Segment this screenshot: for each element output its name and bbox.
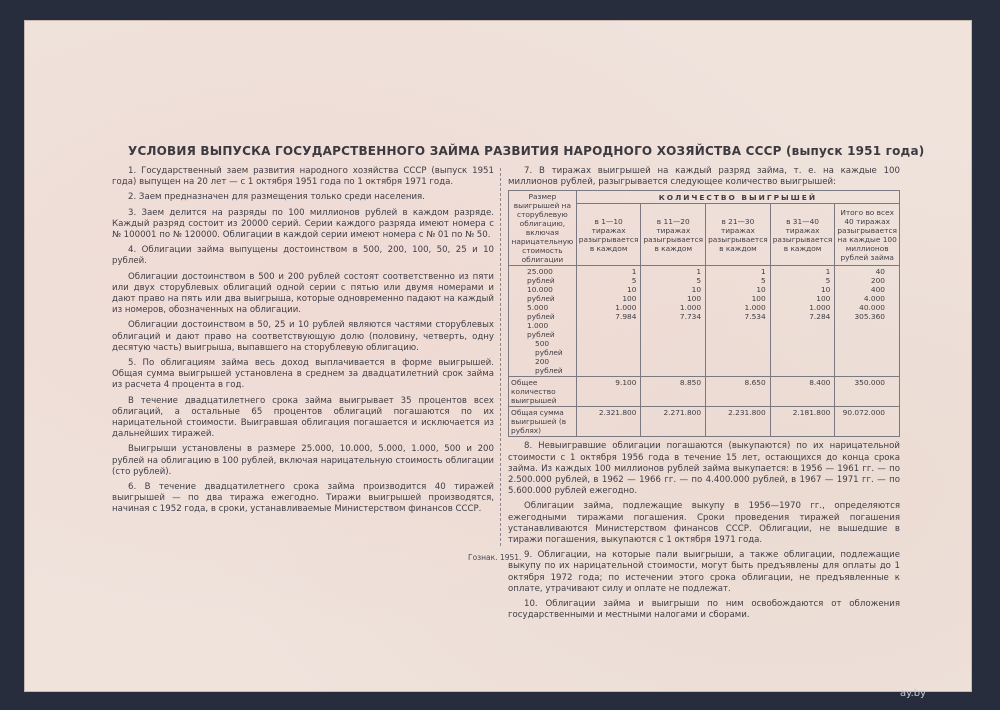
table-group-header: КОЛИЧЕСТВО ВЫИГРЫШЕЙ: [576, 191, 899, 204]
right-column: [508, 166, 900, 625]
table-cell: 4.000: [863, 294, 885, 304]
table-cell: 5: [761, 276, 766, 286]
table-cell: 100: [686, 294, 702, 304]
table-cell: 8.400: [770, 377, 835, 407]
table-cell: 10: [756, 285, 766, 295]
table-cell: 90.072.000: [835, 407, 900, 437]
table-cell: 10: [627, 285, 637, 295]
table-cell: 5: [631, 276, 637, 286]
left-column: [112, 166, 494, 520]
paragraph: 7. В тиражах выигрышей на каждый разряд займа, т. е. на каждые 100 миллионов рублей, разыгрывается следующее количество выигрышей:: [508, 166, 900, 188]
printer-mark: Гознак. 1951.: [468, 553, 522, 562]
size-label: 5.000 рублей: [527, 303, 555, 322]
paragraph: 5. По облигациям займа весь доход выплачивается в форме выигрышей. Общая сумма выигрышей установлена в среднем за двадцатилетний срок займа из расчета 4 процента в год.: [112, 358, 494, 391]
table-row: [509, 377, 900, 407]
table-cell: 200: [870, 276, 885, 286]
paragraph: 9. Облигации, на которые пали выигрыши, а также облигации, подлежащие выкупу по их нарицательной стоимости, могут быть предъявлены для оплаты до 1 октября 1972 года; по истечении этого срока облигации, не предъявленные к оплате, утрачивают силу и оплате не подлежат.: [508, 550, 900, 594]
table-cell: 9.100: [576, 377, 641, 407]
paragraph: 8. Невыигравшие облигации погашаются (выкупаются) по их нарицательной стоимости с 1 октября 1956 года в течение 15 лет, остающихся до конца срока займа. Из каждых 100 миллионов рублей займа выкупается: в 1956 — 1961 гг. — по 2.500.000 рублей, в 1962 — 1966 гг. — по 4.400.000 рублей, в 1967 — 1971 гг. — по 5.600.000 рублей ежегодно.: [508, 441, 900, 497]
prize-table: [508, 190, 900, 437]
table-col-header: в 11—20 тиражах разыгрывается в каждом: [641, 204, 706, 266]
table-cell: 7.984: [615, 312, 637, 322]
table-cell: 1.000: [744, 303, 766, 313]
size-label: 25.000 рублей: [527, 267, 555, 286]
document-title: [128, 144, 925, 158]
paragraph: 10. Облигации займа и выигрыши по ним освобождаются от обложения государственными и местными налогами и сборами.: [508, 599, 900, 621]
paragraph: В течение двадцатилетнего срока займа выигрывает 35 процентов всех облигаций, а остальные 65 процентов облигаций погашаются по их нарицательной стоимости. Выигравшая облигация погашается и исключается из дальнейших тиражей.: [112, 395, 494, 440]
table-cell: 1: [631, 267, 637, 277]
size-label: 500 рублей: [535, 339, 563, 358]
table-col-header: Итого во всех 40 тиражах разыгрывается на каждые 100 миллионов рублей займа: [835, 204, 900, 266]
table-cell: 2.271.800: [641, 407, 706, 437]
table-cell: 100: [751, 294, 766, 304]
table-cell: 350.000: [835, 377, 900, 407]
table-col-header: в 31—40 тиражах разыгрывается в каждом: [770, 204, 835, 266]
paragraph: Выигрыши установлены в размере 25.000, 10.000, 5.000, 1.000, 500 и 200 рублей на облигацию в 100 рублей, включая нарицательную стоимость облигации (сто рублей).: [112, 444, 494, 477]
paragraph: Облигации достоинством в 50, 25 и 10 рублей являются частями сторублевых облигаций и дают право на соответствующую долю (половину, четверть, одну десятую часть) выигрыша, выпавшего на сторублевую облигацию.: [112, 320, 494, 353]
paragraph: 3. Заем делится на разряды по 100 миллионов рублей в каждом разряде. Каждый разряд состоит из 20000 серий. Серии каждого разряда имеют номера с № 100001 по № 120000. Облигации в каждой серии имеют номера с № 01 по № 50.: [112, 207, 494, 241]
table-col-header: в 1—10 тиражах разыгрывается в каждом: [576, 204, 641, 266]
size-labels: [509, 266, 577, 377]
title-main: УСЛОВИЯ ВЫПУСКА ГОСУДАРСТВЕННОГО ЗАЙМА РАЗВИТИЯ НАРОДНОГО ХОЗЯЙСТВА СССР: [128, 144, 782, 158]
table-col-header: в 21—30 тиражах разыгрывается в каждом: [706, 204, 771, 266]
paragraph: 6. В течение двадцатилетнего срока займа производится 40 тиражей выигрышей — по два тиража ежегодно. Тиражи выигрышей производятся, начиная с 1952 года, в сроки, устанавливаемые Министерством финансов СССР.: [112, 482, 494, 515]
size-label: 200 рублей: [535, 357, 563, 376]
table-cell: 5: [825, 276, 831, 286]
table-header-size: Размер выигрышей на сторублевую облигацию, включая нарицательную стоимость облигации: [509, 191, 577, 266]
paragraph: 1. Государственный заем развития народного хозяйства СССР (выпуск 1951 года) выпущен на 20 лет — с 1 октября 1951 года по 1 октября 1971 года.: [112, 166, 494, 188]
total-sum-label: Общая сумма выигрышей (в рублях): [509, 407, 577, 437]
table-cell: 7.284: [809, 312, 831, 322]
table-cell: 1: [825, 267, 831, 277]
paragraph: Облигации займа, подлежащие выкупу в 1956—1970 гг., определяются ежегодными тиражами погашения. Сроки проведения тиражей погашения устанавливаются Министерством финансов СССР. Облигации, не вышедшие в тиражи погашения, выкупаются с 1 октября 1971 года.: [508, 501, 900, 546]
table-cell: 7.734: [679, 312, 702, 322]
table-cell: 305.360: [854, 312, 885, 322]
total-count-label: Общее количество выигрышей: [509, 377, 577, 407]
table-cell: 10: [820, 285, 831, 295]
site-watermark: ay.by: [900, 688, 927, 699]
paragraph: 2. Заем предназначен для размещения только среди населения.: [128, 192, 425, 203]
table-cell: 7.534: [744, 312, 766, 322]
table-cell: 8.850: [641, 377, 706, 407]
table-cell: 400: [870, 285, 885, 295]
table-cell: 100: [816, 294, 831, 304]
table-cell: 1.000: [679, 303, 702, 313]
table-cell: 2.231.800: [706, 407, 771, 437]
table-row: [509, 407, 900, 437]
size-label: 1.000 рублей: [527, 321, 555, 340]
paragraph: Облигации достоинством в 500 и 200 рублей состоят соответственно из пяти или двух сторублевых облигаций одной серии с пятью или двумя номерами и дают право на пять или два выигрыша, которые одновременно падают на каждый из номеров, обозначенных на облигации.: [112, 271, 494, 316]
table-cell: 1.000: [809, 303, 831, 313]
table-cell: 5: [696, 276, 702, 286]
count-column: [641, 266, 706, 377]
table-cell: 8.650: [706, 377, 771, 407]
count-column: [576, 266, 641, 377]
count-column: [706, 266, 771, 377]
table-row: [509, 266, 900, 377]
count-column: [835, 266, 900, 377]
paragraph: 4. Облигации займа выпущены достоинством в 500, 200, 100, 50, 25 и 10 рублей.: [112, 245, 494, 267]
table-cell: 1: [696, 267, 702, 277]
table-cell: 1: [761, 267, 766, 277]
size-label: 10.000 рублей: [527, 285, 555, 304]
table-cell: 10: [691, 285, 702, 295]
table-cell: 100: [622, 294, 637, 304]
column-divider: [500, 168, 501, 546]
table-cell: 2.321.800: [576, 407, 641, 437]
table-cell: 40: [875, 267, 885, 277]
title-suffix: (выпуск 1951 года): [785, 144, 925, 158]
table-cell: 2.181.800: [770, 407, 835, 437]
table-cell: 40.000: [859, 303, 885, 313]
count-column: [770, 266, 835, 377]
table-cell: 1.000: [615, 303, 637, 313]
